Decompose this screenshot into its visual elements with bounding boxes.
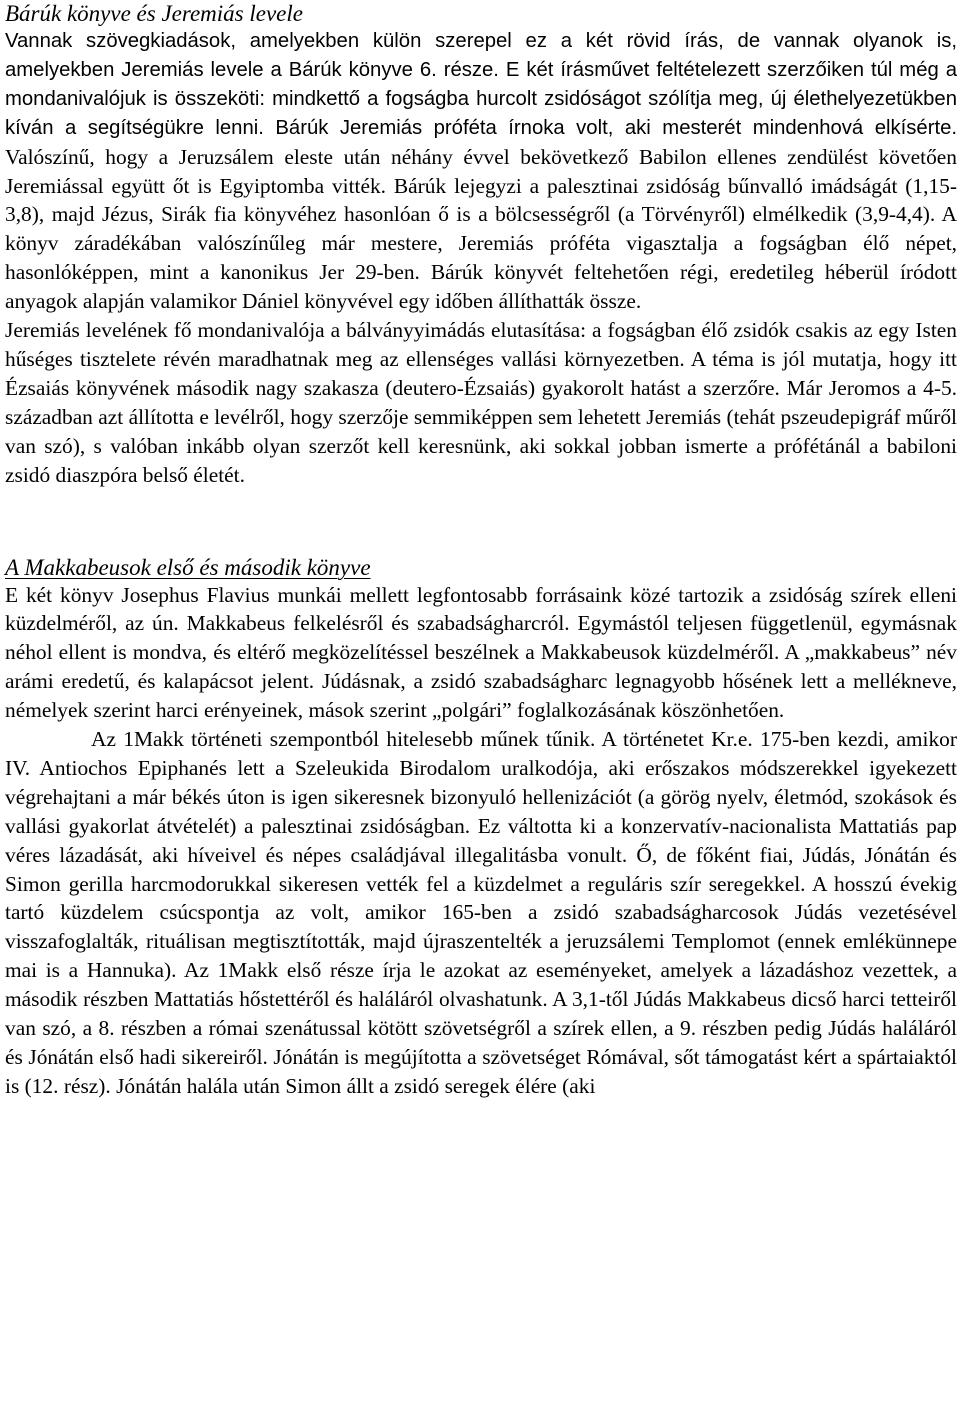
section-title-makkabeusok: A Makkabeusok első és második könyve <box>5 554 371 580</box>
paragraph-jeremias-levele: Jeremiás levelének fő mondanivalója a bálványyimádás elutasítása: a fogságban élő zsidók csakis az egy Isten hűséges tisztelete révén maradhatnak meg az ellenséges vallási környezetben. A téma is jól mutatja, hogy itt Ézsaiás könyvének második nagy szakasza (deutero-Ézsaiás) gyakorolt hatást a szerzőre. Már Jeromos a 4-5. században azt állította e levélről, hogy szerzője semmiképpen sem lehetett Jeremiás (tehát pszeudepigráf műről van szó), s valóban inkább olyan szerzőt kell keresnünk, aki sokkal jobban ismerte a prófétánál a babiloni zsidó diaszpóra belső életét. <box>5 318 957 487</box>
paragraph-baruk-intro-sans: Vannak szövegkiadások, amelyekben külön szerepel ez a két rövid írás, de vannak olyanok is, amelyekben Jeremiás levele a Bárúk könyve 6. része. E két írásművet feltételezett szerzőiken túl még a mondanivalójuk is összeköti: mindkettő a fogságba hurcolt zsidóságot szólítja meg, új élethelyezetükben kíván a segítségükre lenni. Bárúk Jeremiás próféta írnoka volt, aki mesterét mindenhová elkísérte. <box>5 30 957 139</box>
paragraph-baruk-intro <box>5 27 957 316</box>
document-page <box>5 0 957 1101</box>
section-title-baruk: Bárúk könyve és Jeremiás levele <box>5 1 303 26</box>
paragraph-makkabeusok-intro: E két könyv Josephus Flavius munkái mellett legfontosabb forrásaink közé tartozik a zsidóság szírek elleni küzdelméről, az ún. Makkabeus felkelésről és szabadságharcról. Egymástól teljesen függetlenül, egymásnak néhol ellent is mondva, és eltérő megközelítéssel beszélnek a Makkabeusok küzdelméről. A „makkabeus” név arámi eredetű, és kalapácsot jelent. Júdásnak, a zsidó szabadságharc legnagyobb hősének lett a mellékneve, némelyek szerint harci erényeinek, mások szerint „polgári” foglalkozásának köszönhetően. <box>5 582 957 723</box>
paragraph-baruk-intro-serif: Valószínű, hogy a Jeruzsálem eleste után néhány évvel bekövetkező Babilon ellenes zendülést követően Jeremiással együtt őt is Egyiptomba vitték. Bárúk lejegyzi a palesztinai zsidóság bűnvalló imádságát (1,15-3,8), majd Jézus, Sirák fia könyvéhez hasonlóan ő is a bölcsességről (a Törvényről) elmélkedik (3,9-4,4). A könyv záradékában valószínűleg már mestere, Jeremiás próféta vigasztalja a fogságban élő népet, hasonlóképpen, mint a kanonikus Jer 29-ben. Bárúk könyvét feltehetően régi, eredetileg héberül íródott anyagok alapján valamikor Dániel könyvével egy időben állíthatták össze. <box>5 144 957 314</box>
paragraph-1makk: Az 1Makk történeti szempontból hitelesebb műnek tűnik. A történetet Kr.e. 175-ben kezdi, amikor IV. Antiochos Epiphanés lett a Szeleukida Birodalom uralkodója, aki erőszakos módszerekkel igyekezett végrehajtani a már békés úton is igen sikeresnek bizonyuló hellenizációt (a görög nyelv, életmód, szokások és vallási gyakorlat átvételét) a palesztinai zsidóságban. Ez váltotta ki a konzervatív-nacionalista Mattatiás pap véres lázadását, aki híveivel és népes családjával illegalitásba vonult. Ő, de főként fiai, Júdás, Jónátán és Simon gerilla harcmodorukkal sikeresen vették fel a küzdelmet a reguláris szír seregekkel. A hosszú évekig tartó küzdelem csúcspontja az volt, amikor 165-ben a zsidó szabadságharcosok Júdás vezetésével visszafoglalták, rituálisan megtisztították, majd újraszentelték a jeruzsálemi Templomot (ennek emlékünnepe mai is a Hannuka). Az 1Makk első része írja le azokat az eseményeket, amelyek a lázadáshoz vezettek, a második részben Mattatiás hőstettéről és haláláról olvashatunk. A 3,1-től Júdás Makkabeus dicső harci tetteiről van szó, a 8. részben a római szenátussal kötött szövetségről a szírek ellen, a 9. részben pedig Júdás haláláról és Jónátán első hadi sikereiről. Jónátán is megújította a szövetséget Rómával, sőt támogatást kért a spártaiaktól is (12. rész). Jónátán halála után Simon állt a zsidó seregek élére (aki <box>5 727 957 1098</box>
